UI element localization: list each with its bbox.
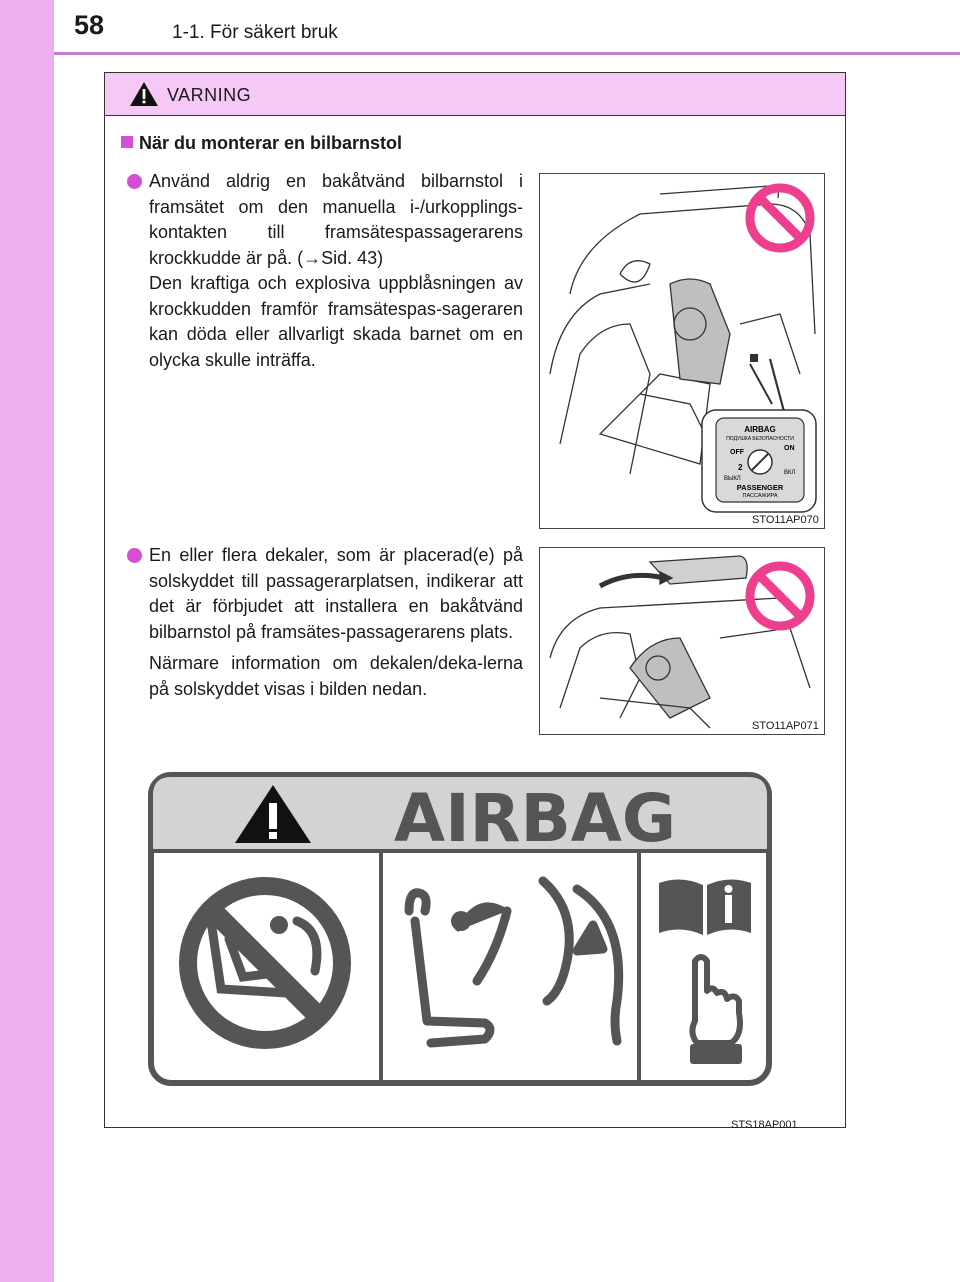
bullet-paragraph: Närmare information om dekalen/deka-lerna på solskyddet visas i bilden nedan. (149, 653, 523, 699)
subheading-text: När du monterar en bilbarnstol (139, 133, 403, 153)
switch-bottom-label-ru: ПАССАЖИРА (742, 493, 778, 499)
airbag-title: AIRBAG (393, 780, 677, 857)
switch-on-ru-label: ВКЛ (784, 470, 796, 476)
switch-off-ru-label: ВЫКЛ (724, 476, 741, 482)
side-strip (0, 0, 54, 1282)
warning-label: VARNING (167, 85, 252, 105)
bullet-dot-icon (127, 174, 142, 189)
square-bullet-icon (121, 136, 133, 148)
sun-visor-illustration (540, 548, 824, 734)
switch-number-label: 2 (738, 463, 743, 472)
figure-code: STO11AP070 (752, 514, 819, 526)
warning-box (104, 72, 846, 1131)
bullet-item (127, 169, 523, 373)
page-number: 58 (74, 10, 105, 40)
figure-airbag-switch (539, 173, 825, 529)
section-title: 1-1. För säkert bruk (172, 22, 338, 43)
page-header (0, 0, 960, 54)
figure-code: STS18AP001 (731, 1119, 798, 1131)
warning-header (105, 73, 845, 116)
switch-on-label: ON (784, 445, 795, 452)
car-interior-illustration (540, 174, 824, 528)
figure-sun-visor (539, 547, 825, 735)
warning-triangle-icon (129, 81, 159, 107)
switch-bottom-label: PASSENGER (736, 483, 784, 492)
bullet-item (127, 543, 523, 702)
header-divider (54, 52, 960, 55)
switch-off-label: OFF (730, 449, 744, 456)
bullet-paragraph: Använd aldrig en bakåtvänd bilbarnstol i framsätet om den manuella i-/urkopplings-kontakten till framsätespassagerarens krockkudde är på. (→Sid. 43) (149, 171, 523, 268)
switch-top-label: AIRBAG (744, 425, 776, 434)
airbag-warning-label (147, 771, 773, 1089)
figure-code: STO11AP071 (752, 720, 819, 732)
bullet-dot-icon (127, 548, 142, 563)
bullet-paragraph: En eller flera dekaler, som är placerad(e) på solskyddet till passagerarplatsen, indikerar att det är förbjudet att installera en bakåtvänd bilbarnstol på framsätes-passagerarens plats. (149, 545, 523, 642)
switch-top-label-ru: ПОДУШКА БЕЗОПАСНОСТИ (726, 436, 794, 442)
prohibition-icon (750, 566, 810, 626)
subheading (121, 133, 402, 154)
no-child-seat-icon (179, 877, 351, 1049)
bullet-paragraph: Den kraftiga och explosiva uppblåsningen av krockkudden framför framsätespas-sageraren kan döda eller allvarligt skada barnet om en olycka skulle inträffa. (149, 273, 523, 370)
